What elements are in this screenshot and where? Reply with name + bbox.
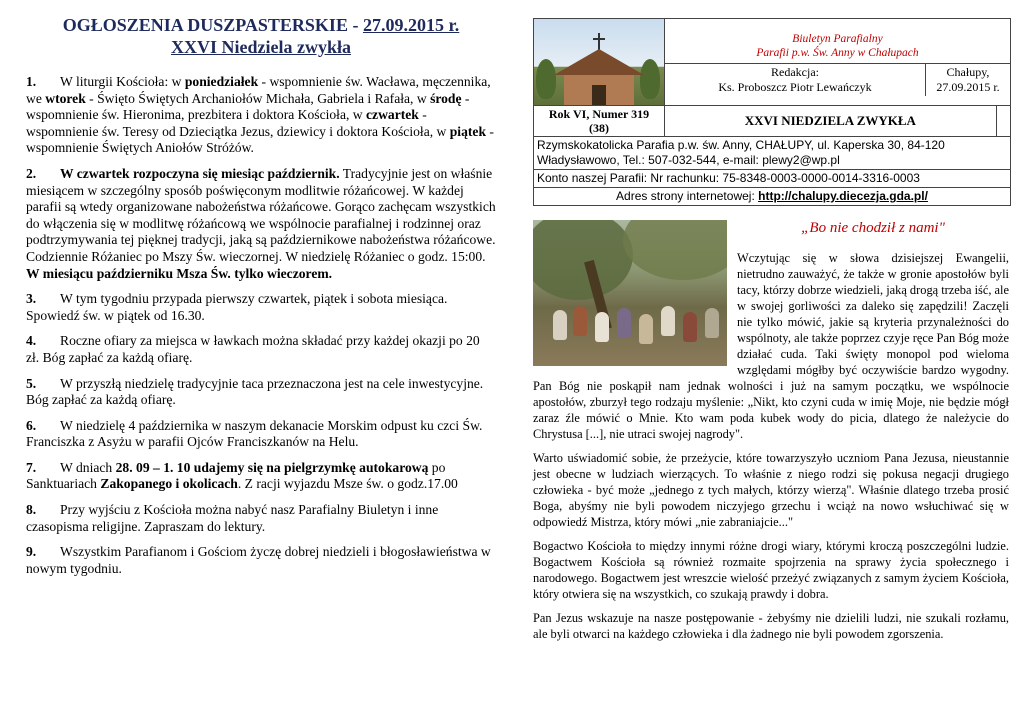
announcement-item: 7. W dniach 28. 09 – 1. 10 udajemy się na pielgrzymkę autokarową po Sanktuariach Zakopanego i okolicach. Z racji wyjazdu Msze św. o godz.17.00 xyxy=(26,459,458,492)
bulletin-column xyxy=(533,18,1009,650)
article-title: „Bo nie chodził z nami" xyxy=(801,220,945,236)
bulletin-title: Biuletyn Parafialny Parafii p.w. Św. Anny w Chałupach xyxy=(665,29,1010,64)
website-row: Adres strony internetowej: http://chalupy.diecezja.gda.pl/ xyxy=(534,188,1011,206)
article-paragraph: Warto uświadomić sobie, że przeżycie, które towarzyszyło uczniom Pana Jezusa, nieustannie jest obecne w ludziach wierzących. To właśnie z niego rodzi się pokusa negacji drugiego człowieka - być może „jednego z tych małych, którzy wierzą". Właśnie dlatego trzeba prosić Boga, abyśmy nie byli powodem niczyjego grzechu i wciąż na nowo wsłuchiwać się w odpowiedź Mistrza, który mówi „nie zabraniajcie..." xyxy=(533,451,1009,529)
article-paragraph: Pan Jezus wskazuje na nasze postępowanie - żebyśmy nie dzielili ludzi, nie szukali rozłamu, ale byli otwarci na każdego człowieka i dla żadnego nie byli powodem zgorszenia. xyxy=(533,611,1009,641)
announcements-subtitle: XXVI Niedziela zwykła xyxy=(171,37,351,57)
announcement-list xyxy=(26,74,496,577)
issue-number: Rok VI, Numer 319 (38) xyxy=(534,106,665,137)
announcement-item: 3. W tym tygodniu przypada pierwszy czwartek, piątek i sobota miesiąca. Spowiedź św. w piątek od 16.30. xyxy=(26,291,448,323)
announcement-item: 9. Wszystkim Parafianom i Gościom życzę dobrej niedzieli i błogosławieństwa w nowym tygodniu. xyxy=(26,544,491,576)
announcements-title: OGŁOSZENIA DUSZPASTERSKIE - 27.09.2015 r. xyxy=(62,15,460,35)
parish-address: Rzymskokatolicka Parafia p.w. św. Anny, CHAŁUPY, ul. Kaperska 30, 84-120 Władysławowo, Tel.: 507-032-544, e-mail: plewy2@wp.pl xyxy=(534,137,1011,170)
article-paragraph: Wczytując się w słowa dzisiejszej Ewangelii, nietrudno zauważyć, że także w gronie apostołów byli tacy, którzy dobrze wiedzieli, jaką drogą trzeba iść, ale w swojej gorliwości za daleko się zapędzili! Zaczęli nie tylko mówić, jakie są kryteria przynależności do wspólnoty, ale także poprzez czyje ręce Pan Bóg może działać cuda. Taki święty monopol pod wieloma względami mógłby być oczywiście bardzo wygodny. Pan Bóg nie poskąpił nam jednak wolności i już na samym początku, we wspólnocie apostołów, zburzył tego rodzaju myślenie: „Nikt, kto czyni cuda w imię Moje, nie będzie mógł zaraz źle mówić o Mnie. Kto wam poda kubek wody do picia, dlatego że należycie do Chrystusa [...], nie utraci swojej nagrody". xyxy=(533,251,1010,441)
issue-date: Chałupy, 27.09.2015 r. xyxy=(936,64,1000,94)
announcements-column xyxy=(26,14,496,586)
announcements-date: 27.09.2015 r. xyxy=(362,15,460,35)
sunday-name: XXVI NIEDZIELA ZWYKŁA xyxy=(665,106,997,137)
announcement-item: 6. W niedzielę 4 października w naszym dekanacie Morskim odpust ku czci Św. Franciszka z Asyżu w parafii Ojców Franciszkanów na Helu. xyxy=(26,417,483,450)
bank-account: Konto naszej Parafii: Nr rachunku: 75-8348-0003-0000-0014-3316-0003 xyxy=(534,170,1011,188)
gospel-painting xyxy=(533,220,727,366)
announcement-item: 8. Przy wyjściu z Kościoła można nabyć nasz Parafialny Biuletyn i inne czasopisma religijne. Zapraszam do lektury. xyxy=(26,502,439,534)
announcement-item: 5. W przyszłą niedzielę tradycyjnie taca przeznaczona jest na cele inwestycyjne. Bóg zapłać za każdą ofiarę. xyxy=(26,375,484,408)
announcement-item: 4. Roczne ofiary za miejsca w ławkach można składać przy każdej okazji po 20 zł. Bóg zapłać za każdą ofiarę. xyxy=(26,333,480,365)
church-photo xyxy=(534,19,665,106)
website-link[interactable]: http://chalupy.diecezja.gda.pl/ xyxy=(758,189,928,203)
announcement-item: 1. W liturgii Kościoła: w poniedziałek - wspomnienie św. Wacława, męczennika, we wtorek - Święto Świętych Archaniołów Michała, Gabriela i Rafała, w środę - wspomnienie św. Hieronima, prezbitera i doktora Kościoła, w czwartek - wspomnienie św. Teresy od Dzieciątka Jezus, dziewicy i doktora Kościoła, w piątek - wspomnienie Świętych Aniołów Stróżów. xyxy=(26,74,494,156)
editor-info: Redakcja: Ks. Proboszcz Piotr Lewańczyk xyxy=(665,64,926,96)
announcement-item: 2. W czwartek rozpoczyna się miesiąc październik. Tradycyjnie jest on właśnie miesiącem w szczególny sposób poświęconym modlitwie różańcowej. W każdej parafii są wtedy organizowane nabożeństwa różańcowe. Gorąco zachęcam wszystkich do włączenia się w modlitwę różańcową we wspólnocie parafialnej i rodzinnej oraz podtrzymywania tej pięknej tradycji, jaką są październikowe nabożeństwa różańcowe. Codziennie Różaniec po Mszy Św. wieczornej. W niedzielę Różaniec o godz. 15:00. W miesiącu październiku Msza Św. tylko wieczorem. xyxy=(26,165,496,281)
bulletin-header-table xyxy=(533,18,1011,206)
reflection-article xyxy=(533,220,1009,642)
article-paragraph: Bogactwo Kościoła to między innymi różne drogi wiary, którymi kroczą poszczególni ludzie. Bogactwem Kościoła są również rozmaite spojrzenia na sprawy życia społecznego i narodowego. Bogactwem jest wreszcie wielość przeżyć związanych z samym życiem Kościoła, który otwiera się na wszystkich, co szukają prawdy i dobra. xyxy=(533,539,1009,601)
